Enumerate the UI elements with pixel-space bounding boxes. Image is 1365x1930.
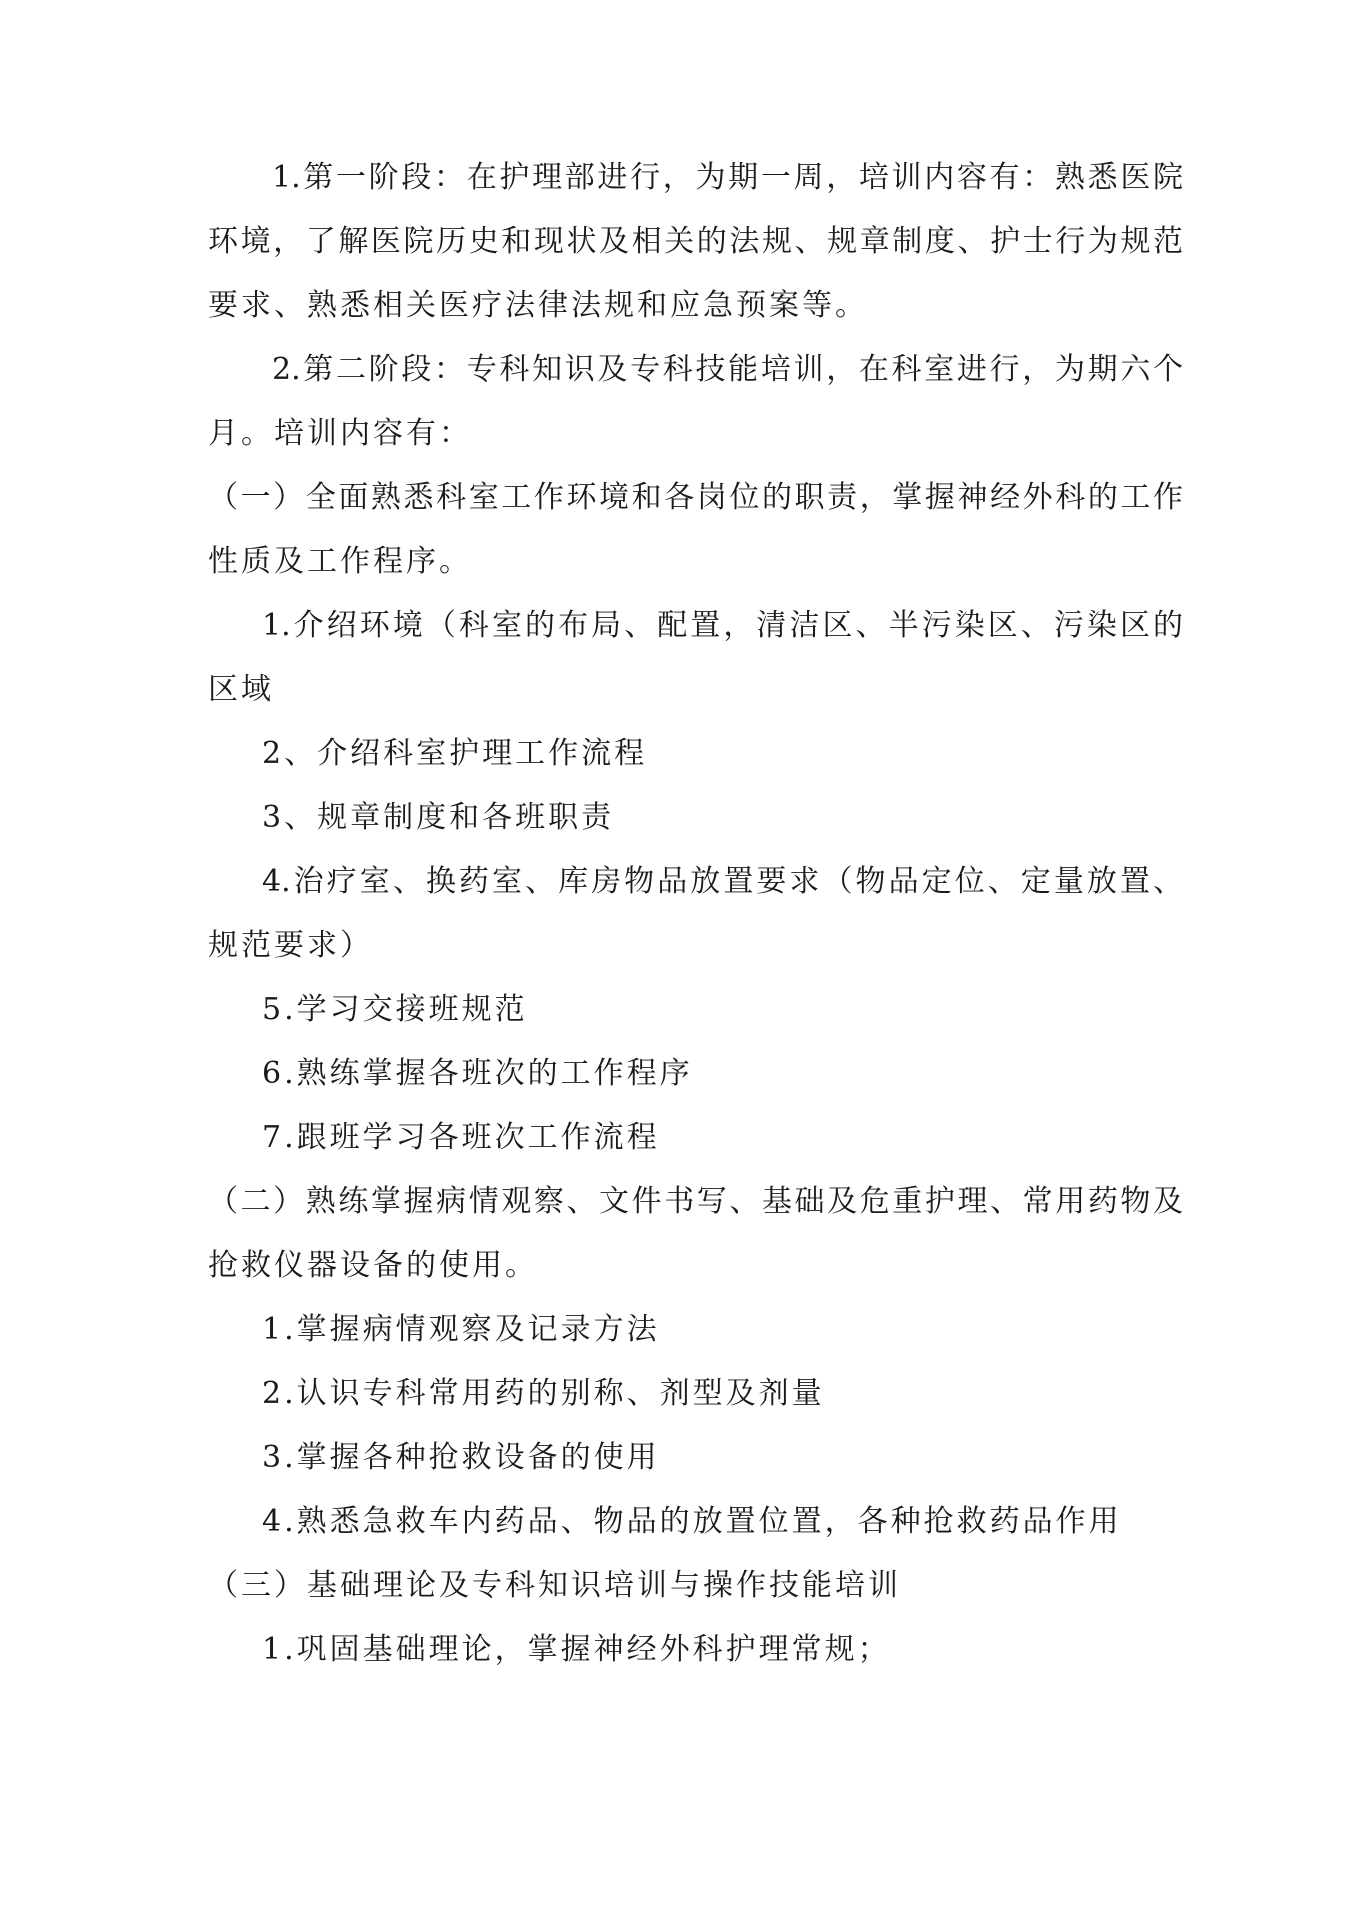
- list-item: 2.认识专科常用药的别称、剂型及剂量: [262, 1376, 825, 1411]
- list-item: 区域: [208, 672, 274, 707]
- list-item: 1.巩固基础理论，掌握神经外科护理常规；: [262, 1632, 891, 1667]
- list-item: 4.熟悉急救车内药品、物品的放置位置，各种抢救药品作用: [262, 1504, 1122, 1539]
- section-heading: （二）熟练掌握病情观察、文件书写、基础及危重护理、常用药物及: [208, 1184, 1183, 1219]
- section-heading: （三）基础理论及专科知识培训与操作技能培训: [208, 1568, 901, 1603]
- paragraph-line: 月。培训内容有：: [208, 416, 472, 451]
- list-item: 4.治疗室、换药室、库房物品放置要求（物品定位、定量放置、: [262, 864, 1183, 899]
- section-heading: 性质及工作程序。: [208, 544, 472, 579]
- list-item: 6.熟练掌握各班次的工作程序: [262, 1056, 693, 1091]
- paragraph-line: 要求、熟悉相关医疗法律法规和应急预案等。: [208, 288, 868, 323]
- list-item: 2、介绍科室护理工作流程: [262, 736, 648, 771]
- list-item: 1.掌握病情观察及记录方法: [262, 1312, 660, 1347]
- paragraph-line: 环境，了解医院历史和现状及相关的法规、规章制度、护士行为规范: [208, 224, 1183, 259]
- paragraph-line: 1.第一阶段：在护理部进行，为期一周，培训内容有：熟悉医院: [272, 160, 1183, 195]
- list-item: 1.介绍环境（科室的布局、配置，清洁区、半污染区、污染区的: [262, 608, 1183, 643]
- list-item: 规范要求）: [208, 928, 373, 963]
- list-item: 3.掌握各种抢救设备的使用: [262, 1440, 660, 1475]
- section-heading: （一）全面熟悉科室工作环境和各岗位的职责，掌握神经外科的工作: [208, 480, 1183, 515]
- list-item: 5.学习交接班规范: [262, 992, 528, 1027]
- section-heading: 抢救仪器设备的使用。: [208, 1248, 538, 1283]
- list-item: 3、规章制度和各班职责: [262, 800, 615, 835]
- list-item: 7.跟班学习各班次工作流程: [262, 1120, 660, 1155]
- paragraph-line: 2.第二阶段：专科知识及专科技能培训，在科室进行，为期六个: [272, 352, 1183, 387]
